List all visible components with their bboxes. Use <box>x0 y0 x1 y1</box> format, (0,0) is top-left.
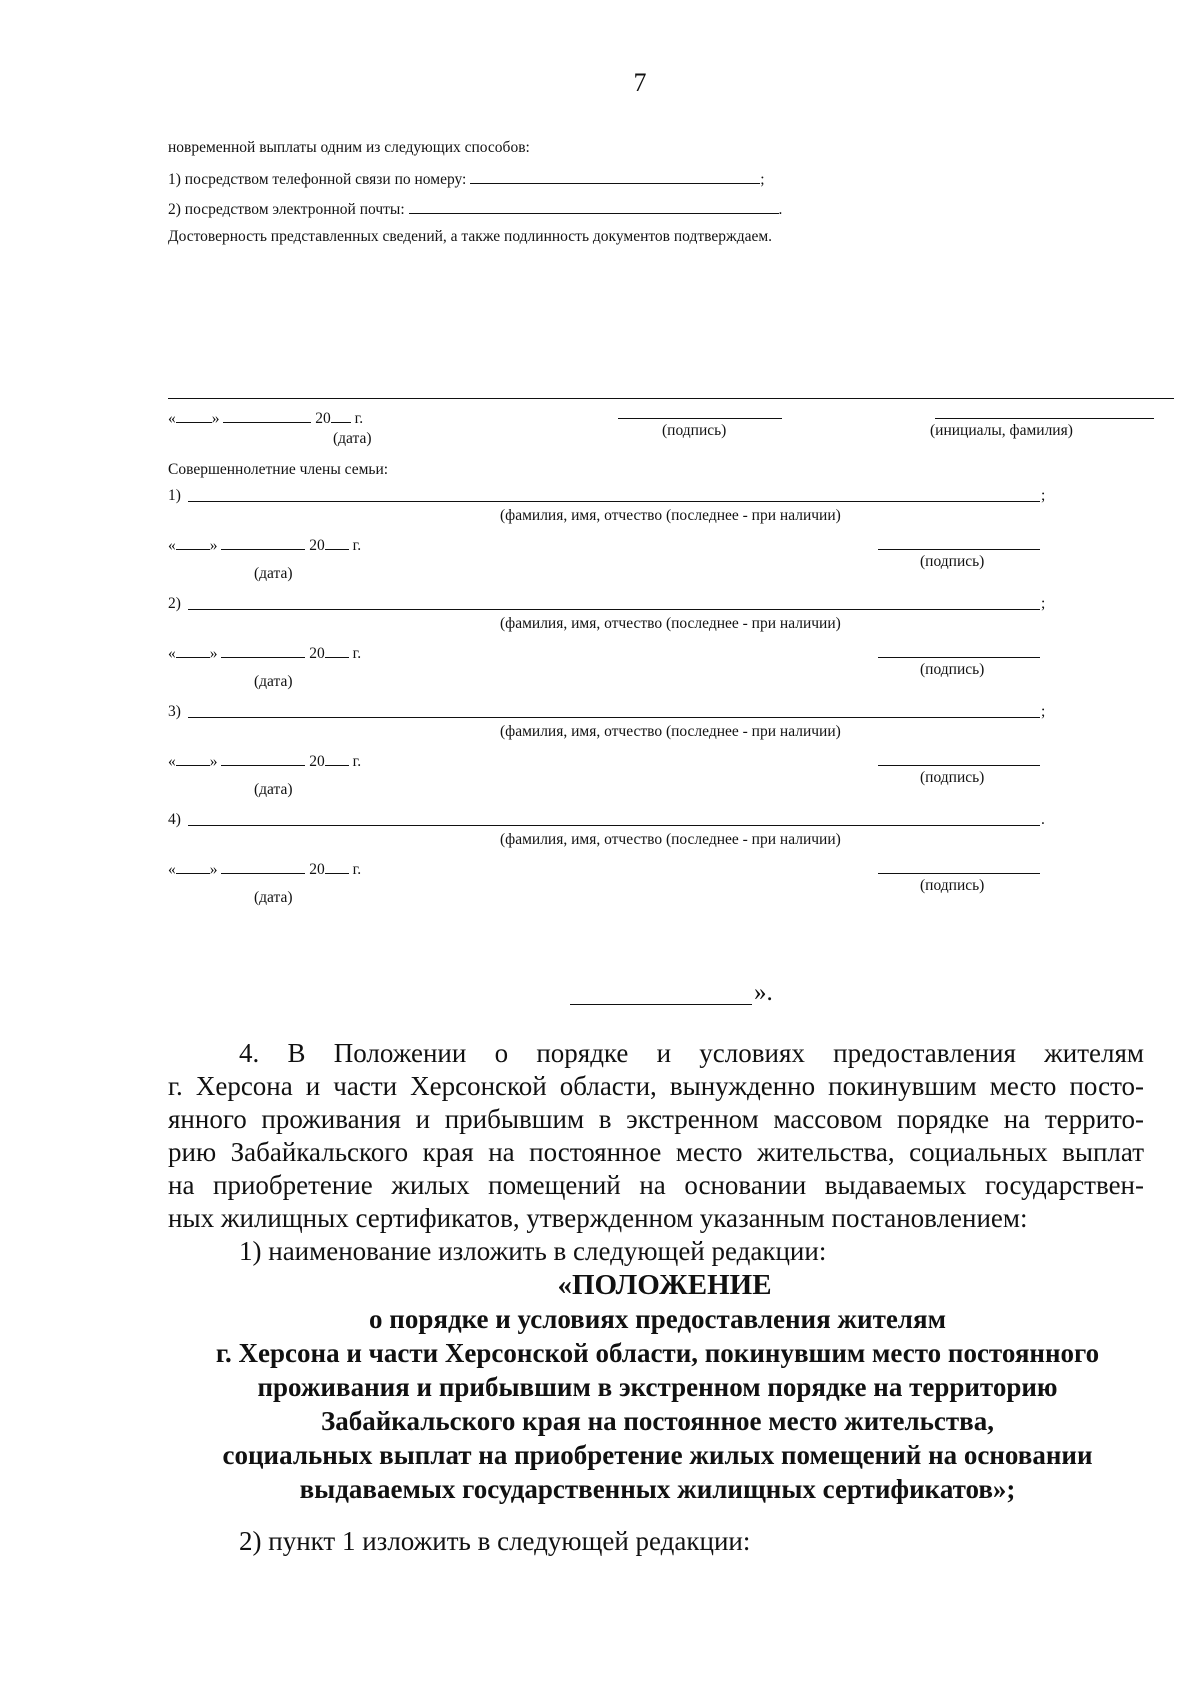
phone-row <box>168 169 765 189</box>
title-heading: «ПОЛОЖЕНИЕ <box>557 1269 772 1301</box>
confirmation-text: Достоверность представленных сведений, а также подлинность документов подтверждаем. <box>168 228 773 245</box>
family-heading: Совершеннолетние члены семьи: <box>168 461 389 478</box>
family-member-name-line[interactable] <box>188 501 1040 502</box>
family-month-field[interactable] <box>221 753 305 766</box>
phone-label: 1) посредством телефонной связи по номеру: <box>168 171 467 188</box>
family-member-end: ; <box>1041 595 1046 612</box>
page-number: 7 <box>633 68 647 97</box>
family-member-number: 1) <box>168 487 181 504</box>
title-line: выдаваемых государственных жилищных сертификатов»; <box>299 1474 1016 1504</box>
applicant-day-field[interactable] <box>176 410 212 423</box>
item-2: 2) пункт 1 изложить в следующей редакции: <box>239 1526 751 1556</box>
family-month-field[interactable] <box>221 645 305 658</box>
family-member-date-row: « » 20 г. <box>168 753 362 770</box>
family-member-name-line[interactable] <box>188 717 1040 718</box>
email-field[interactable] <box>409 199 779 214</box>
family-member-date-row: « » 20 г. <box>168 645 362 662</box>
family-member-date-row: « » 20 г. <box>168 537 362 554</box>
family-member-signature-line[interactable] <box>878 549 1040 550</box>
regulation-title <box>160 1268 1155 1506</box>
family-member-date-caption: (дата) <box>254 781 293 798</box>
closing-mark: ». <box>754 979 773 1006</box>
applicant-signature-caption: (подпись) <box>662 422 727 439</box>
contact-intro: новременной выплаты одним из следующих способов: <box>168 139 530 156</box>
family-member-name-caption: (фамилия, имя, отчество (последнее - при наличии) <box>500 723 841 740</box>
applicant-name-line[interactable] <box>935 418 1154 419</box>
family-member-signature-caption: (подпись) <box>920 553 985 570</box>
applicant-month-field[interactable] <box>223 410 311 423</box>
family-member-end: . <box>1041 811 1045 828</box>
family-day-field[interactable] <box>176 537 210 550</box>
family-member-date-caption: (дата) <box>254 889 293 906</box>
family-member-number: 4) <box>168 811 181 828</box>
title-line: о порядке и условиях предоставления жителям <box>369 1304 946 1334</box>
family-member-date-caption: (дата) <box>254 565 293 582</box>
title-line: проживания и прибывшим в экстренном порядке на территорию <box>257 1372 1058 1402</box>
family-member-name-caption: (фамилия, имя, отчество (последнее - при наличии) <box>500 615 841 632</box>
family-month-field[interactable] <box>221 861 305 874</box>
family-member-signature-line[interactable] <box>878 657 1040 658</box>
family-member-name-line[interactable] <box>188 609 1040 610</box>
item-1: 1) наименование изложить в следующей редакции: <box>239 1236 827 1266</box>
separator-line <box>168 398 1174 399</box>
applicant-date-row: « » 20 г. <box>168 410 364 427</box>
family-member-number: 3) <box>168 703 181 720</box>
family-month-field[interactable] <box>221 537 305 550</box>
applicant-date-caption: (дата) <box>333 430 372 447</box>
phone-field[interactable] <box>470 169 760 184</box>
family-member-signature-caption: (подпись) <box>920 877 985 894</box>
family-year-field[interactable] <box>325 645 349 658</box>
paragraph-line: г. Херсона и части Херсонской области, вынужденно покинувшим место посто- <box>168 1071 1144 1101</box>
email-label: 2) посредством электронной почты: <box>168 201 405 218</box>
family-member-end: ; <box>1041 703 1046 720</box>
closing-line <box>570 1004 752 1005</box>
family-member-number: 2) <box>168 595 181 612</box>
family-day-field[interactable] <box>176 645 210 658</box>
title-line: г. Херсона и части Херсонской области, покинувшим место постоянного <box>215 1338 1100 1368</box>
family-member-signature-caption: (подпись) <box>920 769 985 786</box>
paragraph-line: рию Забайкальского края на постоянное место жительства, социальных выплат <box>168 1137 1144 1167</box>
family-member-signature-caption: (подпись) <box>920 661 985 678</box>
family-member-signature-line[interactable] <box>878 873 1040 874</box>
email-row <box>168 199 782 219</box>
paragraph-last-line: ных жилищных сертификатов, утвержденном указанным постановлением: <box>168 1203 1028 1233</box>
family-member-signature-line[interactable] <box>878 765 1040 766</box>
email-end: . <box>778 201 783 218</box>
title-line: социальных выплат на приобретение жилых помещений на основании <box>222 1440 1093 1470</box>
paragraph-line: на приобретение жилых помещений на основании выдаваемых государствен- <box>168 1170 1144 1200</box>
applicant-signature-line[interactable] <box>618 418 782 419</box>
title-line: Забайкальского края на постоянное место жительства, <box>321 1406 994 1436</box>
family-member-date-caption: (дата) <box>254 673 293 690</box>
family-year-field[interactable] <box>325 537 349 550</box>
amendment-paragraph <box>168 1037 1144 1235</box>
family-year-field[interactable] <box>325 753 349 766</box>
family-day-field[interactable] <box>176 861 210 874</box>
paragraph-line: 4. В Положении о порядке и условиях предоставления жителям <box>239 1038 1144 1068</box>
paragraph-line: янного проживания и прибывшим в экстренном массовом порядке на террито- <box>168 1104 1144 1134</box>
family-member-name-caption: (фамилия, имя, отчество (последнее - при наличии) <box>500 831 841 848</box>
family-year-field[interactable] <box>325 861 349 874</box>
family-member-name-caption: (фамилия, имя, отчество (последнее - при наличии) <box>500 507 841 524</box>
applicant-name-caption: (инициалы, фамилия) <box>930 422 1073 439</box>
family-member-name-line[interactable] <box>188 825 1040 826</box>
family-day-field[interactable] <box>176 753 210 766</box>
family-member-date-row: « » 20 г. <box>168 861 362 878</box>
phone-end: ; <box>760 171 765 188</box>
family-member-end: ; <box>1041 487 1046 504</box>
applicant-year-field[interactable] <box>331 410 351 423</box>
